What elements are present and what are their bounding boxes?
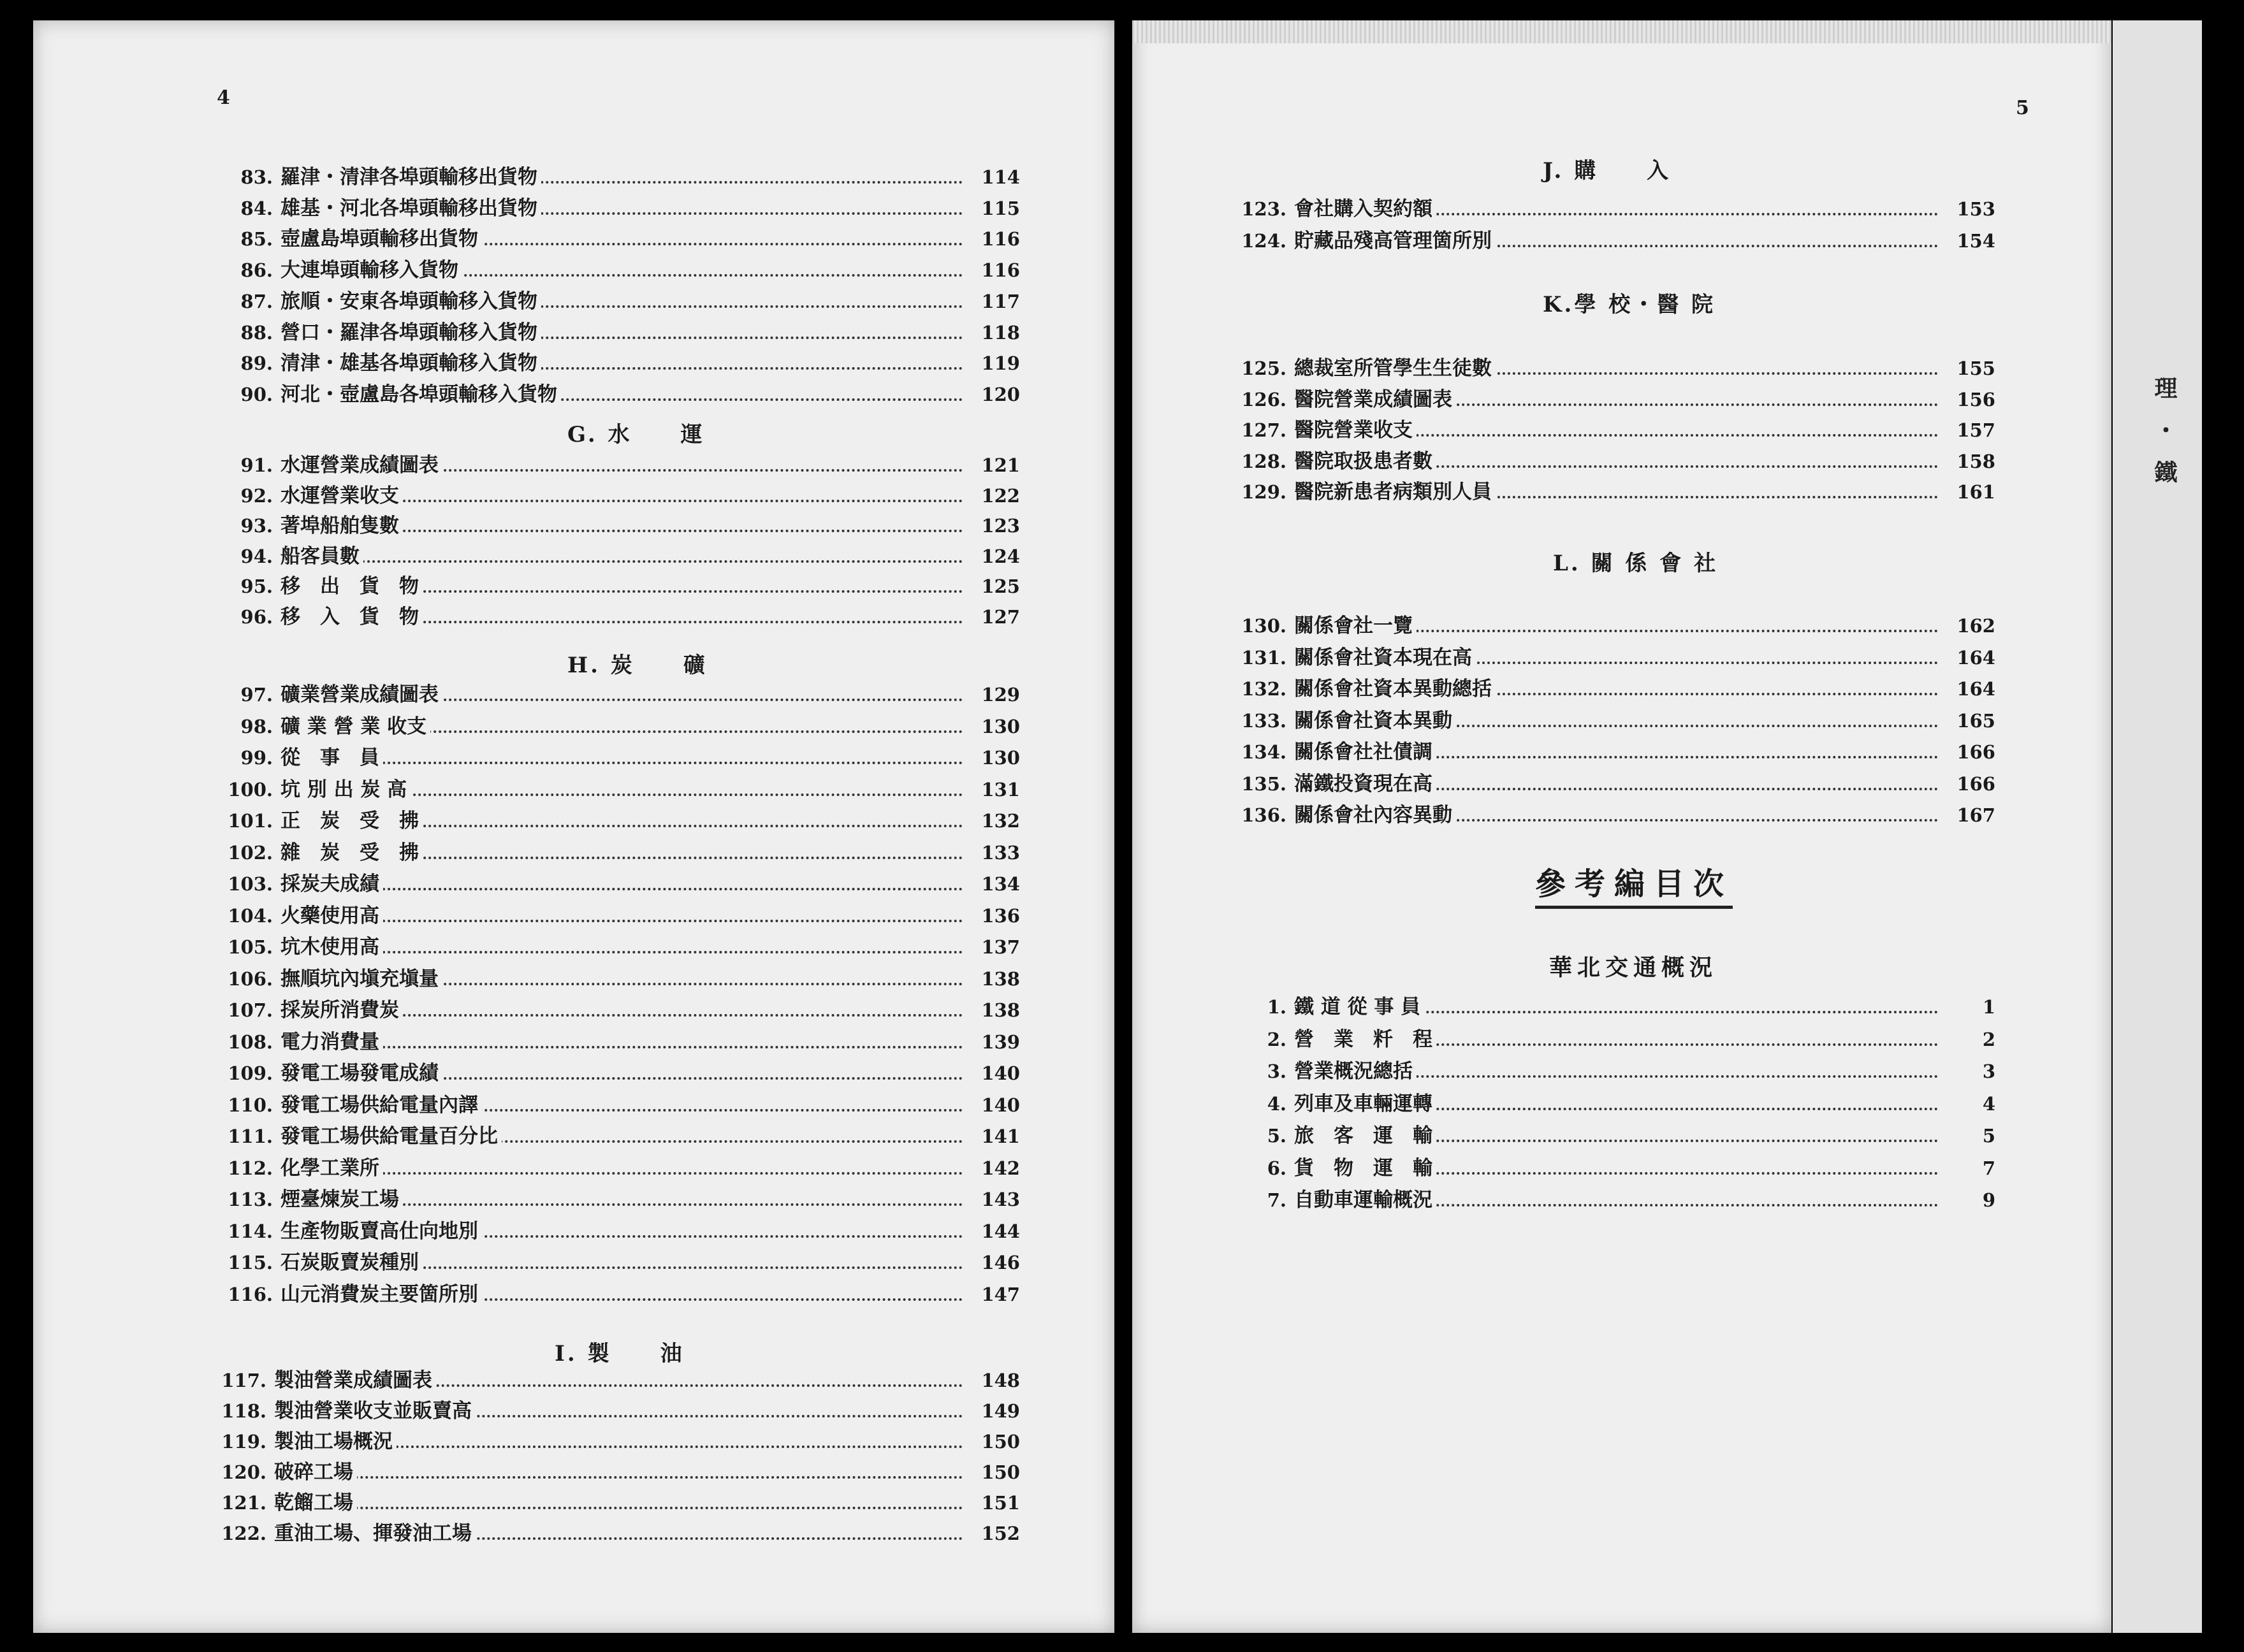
toc-entry [191, 932, 1020, 962]
toc-entry-page: 124 [981, 546, 1020, 567]
toc-entry [191, 571, 1020, 602]
toc-entry [191, 837, 1020, 868]
toc-entry-number: 136. [1241, 804, 1286, 826]
toc-entry [1205, 384, 1995, 415]
toc-entry [1205, 800, 1995, 830]
toc-entry-title: 貨 物 運 輸 [1294, 1153, 1436, 1184]
toc-entry-number: 93. [240, 515, 273, 537]
toc-entry-title: 移 出 貨 物 [280, 571, 423, 602]
toc-entry-number: 130. [1241, 615, 1286, 637]
toc-entry [191, 379, 1020, 410]
toc-entry-title: 發電工場發電成績 [280, 1058, 442, 1089]
toc-entry [191, 901, 1020, 931]
toc-entry [1205, 1120, 1995, 1151]
toc-entry [1205, 642, 1995, 673]
toc-entry [191, 1153, 1020, 1184]
toc-entry-page: 151 [981, 1492, 1020, 1514]
toc-entry-page: 9 [1982, 1189, 1995, 1211]
toc-entry [191, 964, 1020, 994]
toc-entry-page: 120 [981, 384, 1020, 405]
toc-entry-number: 83. [240, 166, 273, 188]
toc-entry-number: 97. [240, 684, 273, 706]
toc-entry-number: 4. [1267, 1093, 1286, 1115]
toc-entry-number: 107. [228, 999, 273, 1021]
toc-entry-title: 貯藏品殘高管理箇所別 [1294, 226, 1496, 256]
toc-entry-title: 製油工場概況 [274, 1426, 397, 1457]
toc-entry-title: 乾餾工場 [274, 1488, 357, 1518]
toc-entry [191, 1216, 1020, 1247]
toc-entry [1205, 1185, 1995, 1215]
toc-entry-number: 106. [228, 968, 273, 990]
toc-entry-page: 114 [981, 166, 1020, 188]
toc-entry-title: 醫院營業成績圖表 [1294, 384, 1456, 415]
toc-entry-number: 116. [228, 1284, 273, 1305]
toc-entry [191, 224, 1020, 254]
toc-entry-number: 94. [240, 546, 273, 567]
toc-entry-number: 128. [1241, 451, 1286, 472]
toc-entry [191, 450, 1020, 481]
toc-entry-number: 3. [1267, 1061, 1286, 1082]
toc-entry-page: 147 [981, 1284, 1020, 1305]
reference-heading: 參考編目次 [1535, 859, 1733, 909]
toc-entry-title: 坑木使用高 [280, 932, 383, 962]
toc-entry-title: 羅津・清津各埠頭輸移出貨物 [280, 162, 541, 192]
toc-entry [191, 1058, 1020, 1089]
toc-entry-title: 採炭夫成績 [280, 869, 383, 899]
toc-entry-title: 雄基・河北各埠頭輸移出貨物 [280, 193, 541, 224]
adjacent-page-strip [2113, 20, 2202, 1633]
toc-entry [1205, 1089, 1995, 1119]
toc-entry [1205, 226, 1995, 256]
toc-entry-number: 100. [228, 779, 273, 801]
toc-entry-page: 140 [981, 1094, 1020, 1116]
right-page-number: 5 [2016, 97, 2029, 119]
toc-entry-page: 161 [1956, 481, 1995, 503]
toc-entry-page: 134 [981, 873, 1020, 895]
toc-entry-page: 166 [1956, 741, 1995, 763]
section-heading-l: L. 關 係 會 社 [1553, 551, 1719, 576]
toc-entry [191, 1184, 1020, 1215]
dot-leader [274, 1476, 963, 1479]
section-heading-i: I. 製 油 [555, 1341, 685, 1366]
toc-entry-number: 89. [240, 352, 273, 374]
toc-entry-page: 133 [981, 842, 1020, 864]
toc-entry-title: 關係會社一覽 [1294, 611, 1417, 641]
toc-entry-title: 醫院取扱患者數 [1294, 446, 1436, 477]
toc-entry-page: 167 [1956, 804, 1995, 826]
toc-entry-title: 坑 別 出 炭 高 [280, 774, 411, 805]
toc-entry-page: 164 [1956, 647, 1995, 669]
toc-entry-page: 157 [1956, 419, 1995, 441]
toc-entry [1205, 769, 1995, 799]
toc-entry-title: 醫院營業收支 [1294, 415, 1417, 446]
toc-entry-page: 125 [981, 576, 1020, 597]
toc-entry-title: 化學工業所 [280, 1153, 383, 1184]
section-heading-g: G. 水 運 [567, 422, 705, 447]
toc-entry-title: 關係會社資本現在高 [1294, 642, 1476, 673]
toc-entry-title: 發電工場供給電量內譯 [280, 1090, 482, 1120]
toc-entry-page: 131 [981, 779, 1020, 801]
toc-entry [185, 1488, 1020, 1518]
toc-entry-title: 醫院新患者病類別人員 [1294, 477, 1496, 507]
toc-entry-title: 滿鐵投資現在高 [1294, 769, 1436, 799]
toc-entry-number: 101. [228, 810, 273, 832]
toc-entry-number: 109. [228, 1062, 273, 1084]
toc-entry-number: 88. [240, 322, 273, 344]
toc-entry-number: 135. [1241, 773, 1286, 795]
dot-leader [280, 560, 963, 563]
toc-entry-number: 102. [228, 842, 273, 864]
toc-entry [185, 1518, 1020, 1549]
toc-entry-page: 154 [1956, 230, 1995, 252]
toc-entry-page: 140 [981, 1062, 1020, 1084]
toc-entry-number: 91. [240, 454, 273, 476]
toc-entry-title: 火藥使用高 [280, 901, 383, 931]
toc-entry-number: 129. [1241, 481, 1286, 503]
toc-entry-page: 150 [981, 1431, 1020, 1453]
toc-entry-title: 關係會社內容異動 [1294, 800, 1456, 830]
toc-entry [1205, 611, 1995, 641]
toc-entry-number: 134. [1241, 741, 1286, 763]
toc-entry-title: 撫順坑內塡充塡量 [280, 964, 442, 994]
toc-entry-page: 5 [1982, 1125, 1995, 1147]
toc-entry-title: 關係會社資本異動總括 [1294, 674, 1496, 704]
toc-entry-number: 115. [228, 1252, 273, 1273]
toc-entry-number: 133. [1241, 710, 1286, 732]
toc-entry-page: 136 [981, 905, 1020, 927]
toc-entry-title: 採炭所消費炭 [280, 995, 403, 1025]
toc-entry-title: 總裁室所管學生生徒數 [1294, 353, 1496, 384]
toc-entry-number: 103. [228, 873, 273, 895]
toc-entry [1205, 194, 1995, 224]
toc-entry-number: 121. [221, 1492, 266, 1514]
toc-entry-number: 110. [228, 1094, 273, 1116]
toc-entry-page: 162 [1956, 615, 1995, 637]
toc-entry [191, 193, 1020, 224]
toc-entry-number: 118. [221, 1400, 266, 1422]
toc-entry-title: 會社購入契約額 [1294, 194, 1436, 224]
toc-entry-title: 發電工場供給電量百分比 [280, 1121, 502, 1152]
toc-entry-number: 1. [1267, 996, 1286, 1018]
toc-entry [191, 1247, 1020, 1278]
toc-entry-page: 156 [1956, 389, 1995, 410]
toc-entry [191, 511, 1020, 541]
toc-entry [1205, 353, 1995, 384]
toc-entry [1205, 737, 1995, 767]
toc-entry-page: 165 [1956, 710, 1995, 732]
toc-entry-title: 著埠船舶隻數 [280, 511, 403, 541]
toc-entry-number: 125. [1241, 358, 1286, 379]
toc-entry-number: 2. [1267, 1029, 1286, 1050]
toc-entry-title: 關係會社資本異動 [1294, 706, 1456, 736]
toc-entry [191, 1279, 1020, 1310]
reference-subheading: 華北交通概況 [1549, 954, 1718, 981]
toc-entry-page: 143 [981, 1189, 1020, 1210]
toc-entry [191, 1090, 1020, 1120]
toc-entry-page: 141 [981, 1126, 1020, 1147]
toc-entry-title: 破碎工場 [274, 1457, 357, 1488]
adjacent-page-text: 理・鐵 [2151, 376, 2178, 502]
toc-entry [1205, 992, 1995, 1022]
toc-entry-title: 雜 炭 受 拂 [280, 837, 423, 868]
toc-entry-title: 山元消費炭主要箇所別 [280, 1279, 482, 1310]
toc-entry-title: 製油營業收支並販賣高 [274, 1396, 476, 1426]
toc-entry-page: 166 [1956, 773, 1995, 795]
toc-entry [1205, 446, 1995, 477]
toc-entry-number: 114. [228, 1221, 273, 1242]
toc-entry [191, 743, 1020, 773]
toc-entry-title: 旅 客 運 輸 [1294, 1120, 1436, 1151]
toc-entry-page: 148 [981, 1370, 1020, 1391]
toc-entry-page: 115 [981, 198, 1020, 219]
toc-entry-page: 2 [1982, 1029, 1995, 1050]
toc-entry-page: 116 [981, 228, 1020, 250]
toc-entry-page: 164 [1956, 678, 1995, 700]
toc-entry-number: 99. [240, 747, 273, 769]
toc-entry-number: 113. [228, 1189, 273, 1210]
toc-entry-page: 149 [981, 1400, 1020, 1422]
toc-entry-title: 營口・羅津各埠頭輸移入貨物 [280, 317, 541, 348]
toc-entry-title: 旅順・安東各埠頭輸移入貨物 [280, 286, 541, 317]
toc-entry-number: 132. [1241, 678, 1286, 700]
toc-entry-number: 126. [1241, 389, 1286, 410]
toc-entry-page: 116 [981, 259, 1020, 281]
toc-entry [191, 348, 1020, 379]
toc-entry-number: 84. [240, 198, 273, 219]
toc-entry-page: 158 [1956, 451, 1995, 472]
section-heading-k: K.學 校・醫 院 [1543, 292, 1716, 317]
toc-entry-title: 製油營業成績圖表 [274, 1365, 436, 1396]
toc-entry-page: 144 [981, 1221, 1020, 1242]
toc-entry-title: 正 炭 受 拂 [280, 806, 423, 836]
toc-entry-title: 營業概況總括 [1294, 1056, 1417, 1087]
toc-entry-number: 117. [221, 1370, 266, 1391]
toc-entry-title: 生產物販賣高仕向地別 [280, 1216, 482, 1247]
toc-entry-title: 清津・雄基各埠頭輸移入貨物 [280, 348, 541, 379]
toc-entry-page: 3 [1982, 1061, 1995, 1082]
toc-entry-number: 96. [240, 606, 273, 628]
toc-entry [191, 995, 1020, 1025]
toc-entry-number: 119. [221, 1431, 266, 1453]
toc-entry [191, 162, 1020, 192]
toc-entry-number: 124. [1241, 230, 1286, 252]
toc-entry-number: 131. [1241, 647, 1286, 669]
toc-entry-number: 127. [1241, 419, 1286, 441]
toc-entry [185, 1426, 1020, 1457]
toc-entry-number: 7. [1267, 1189, 1286, 1211]
toc-entry-page: 138 [981, 968, 1020, 990]
toc-entry-page: 150 [981, 1461, 1020, 1483]
toc-entry-number: 95. [240, 576, 273, 597]
toc-entry [191, 602, 1020, 632]
toc-entry [191, 255, 1020, 286]
toc-entry [1205, 1024, 1995, 1055]
toc-entry [191, 869, 1020, 899]
toc-entry-number: 112. [228, 1157, 273, 1179]
toc-entry-number: 90. [240, 384, 273, 405]
toc-entry-title: 關係會社社債調 [1294, 737, 1436, 767]
toc-entry-page: 137 [981, 936, 1020, 958]
toc-entry-page: 7 [1982, 1157, 1995, 1179]
toc-entry-number: 6. [1267, 1157, 1286, 1179]
toc-entry-page: 130 [981, 716, 1020, 737]
toc-entry [191, 317, 1020, 348]
toc-entry-page: 123 [981, 515, 1020, 537]
toc-entry-title: 礦業營業成績圖表 [280, 679, 442, 710]
toc-entry-title: 水運營業收支 [280, 481, 403, 511]
toc-entry-number: 5. [1267, 1125, 1286, 1147]
toc-entry-title: 壺盧島埠頭輸移出貨物 [280, 224, 482, 254]
toc-entry-page: 142 [981, 1157, 1020, 1179]
toc-entry [1205, 706, 1995, 736]
toc-entry-page: 127 [981, 606, 1020, 628]
toc-entry [191, 286, 1020, 317]
toc-entry [191, 541, 1020, 572]
toc-entry-page: 129 [981, 684, 1020, 706]
toc-entry-title: 列車及車輛運轉 [1294, 1089, 1436, 1119]
toc-entry [191, 1027, 1020, 1057]
toc-entry-number: 122. [221, 1523, 266, 1544]
toc-entry-number: 85. [240, 228, 273, 250]
toc-entry-number: 111. [228, 1126, 273, 1147]
toc-entry-number: 98. [240, 716, 273, 737]
toc-entry-title: 重油工場、揮發油工場 [274, 1518, 476, 1549]
toc-entry-title: 石炭販賣炭種別 [280, 1247, 423, 1278]
section-heading-j: J. 購 入 [1543, 158, 1672, 184]
toc-entry-page: 152 [981, 1523, 1020, 1544]
toc-entry [191, 774, 1020, 805]
toc-entry [1205, 674, 1995, 704]
toc-entry [191, 481, 1020, 511]
toc-entry-title: 電力消費量 [280, 1027, 383, 1057]
toc-entry-page: 117 [981, 291, 1020, 312]
toc-entry-page: 121 [981, 454, 1020, 476]
toc-entry [1205, 1153, 1995, 1184]
toc-entry-number: 86. [240, 259, 273, 281]
toc-entry [191, 806, 1020, 836]
toc-entry-page: 139 [981, 1031, 1020, 1053]
toc-entry [185, 1365, 1020, 1396]
toc-entry [185, 1396, 1020, 1426]
toc-entry-title: 移 入 貨 物 [280, 602, 423, 632]
toc-entry-page: 1 [1982, 996, 1995, 1018]
toc-entry-title: 從 事 員 [280, 743, 383, 773]
toc-entry-page: 132 [981, 810, 1020, 832]
toc-entry-title: 鐵 道 從 事 員 [1294, 992, 1424, 1022]
toc-entry [1205, 477, 1995, 507]
toc-entry-page: 138 [981, 999, 1020, 1021]
toc-entry-number: 123. [1241, 198, 1286, 220]
toc-entry-title: 礦 業 營 業 收支 [280, 711, 430, 742]
toc-entry [185, 1457, 1020, 1488]
toc-entry-page: 122 [981, 485, 1020, 507]
toc-entry [191, 1121, 1020, 1152]
toc-entry-page: 153 [1956, 198, 1995, 220]
toc-entry-title: 大連埠頭輸移入貨物 [280, 255, 462, 286]
toc-entry-title: 河北・壺盧島各埠頭輸移入貨物 [280, 379, 561, 410]
toc-entry [191, 679, 1020, 710]
toc-entry-number: 108. [228, 1031, 273, 1053]
section-heading-h: H. 炭 礦 [567, 653, 708, 678]
toc-entry-title: 煙臺煉炭工場 [280, 1184, 403, 1215]
toc-entry-title: 船客員數 [280, 541, 363, 572]
toc-entry-page: 118 [981, 322, 1020, 344]
toc-entry-page: 119 [981, 352, 1020, 374]
toc-entry [191, 711, 1020, 742]
toc-entry-page: 146 [981, 1252, 1020, 1273]
toc-entry-title: 營 業 粁 程 [1294, 1024, 1436, 1055]
toc-entry-number: 120. [221, 1461, 266, 1483]
dot-leader [274, 1507, 963, 1509]
toc-entry-number: 87. [240, 291, 273, 312]
left-page-number: 4 [217, 87, 230, 109]
toc-entry-title: 自動車運輸概況 [1294, 1185, 1436, 1215]
toc-entry-page: 155 [1956, 358, 1995, 379]
toc-entry-title: 水運營業成績圖表 [280, 450, 442, 481]
toc-entry-number: 92. [240, 485, 273, 507]
toc-entry-page: 130 [981, 747, 1020, 769]
toc-entry-number: 105. [228, 936, 273, 958]
toc-entry-number: 104. [228, 905, 273, 927]
toc-entry [1205, 415, 1995, 446]
toc-entry [1205, 1056, 1995, 1087]
toc-entry-page: 4 [1982, 1093, 1995, 1115]
